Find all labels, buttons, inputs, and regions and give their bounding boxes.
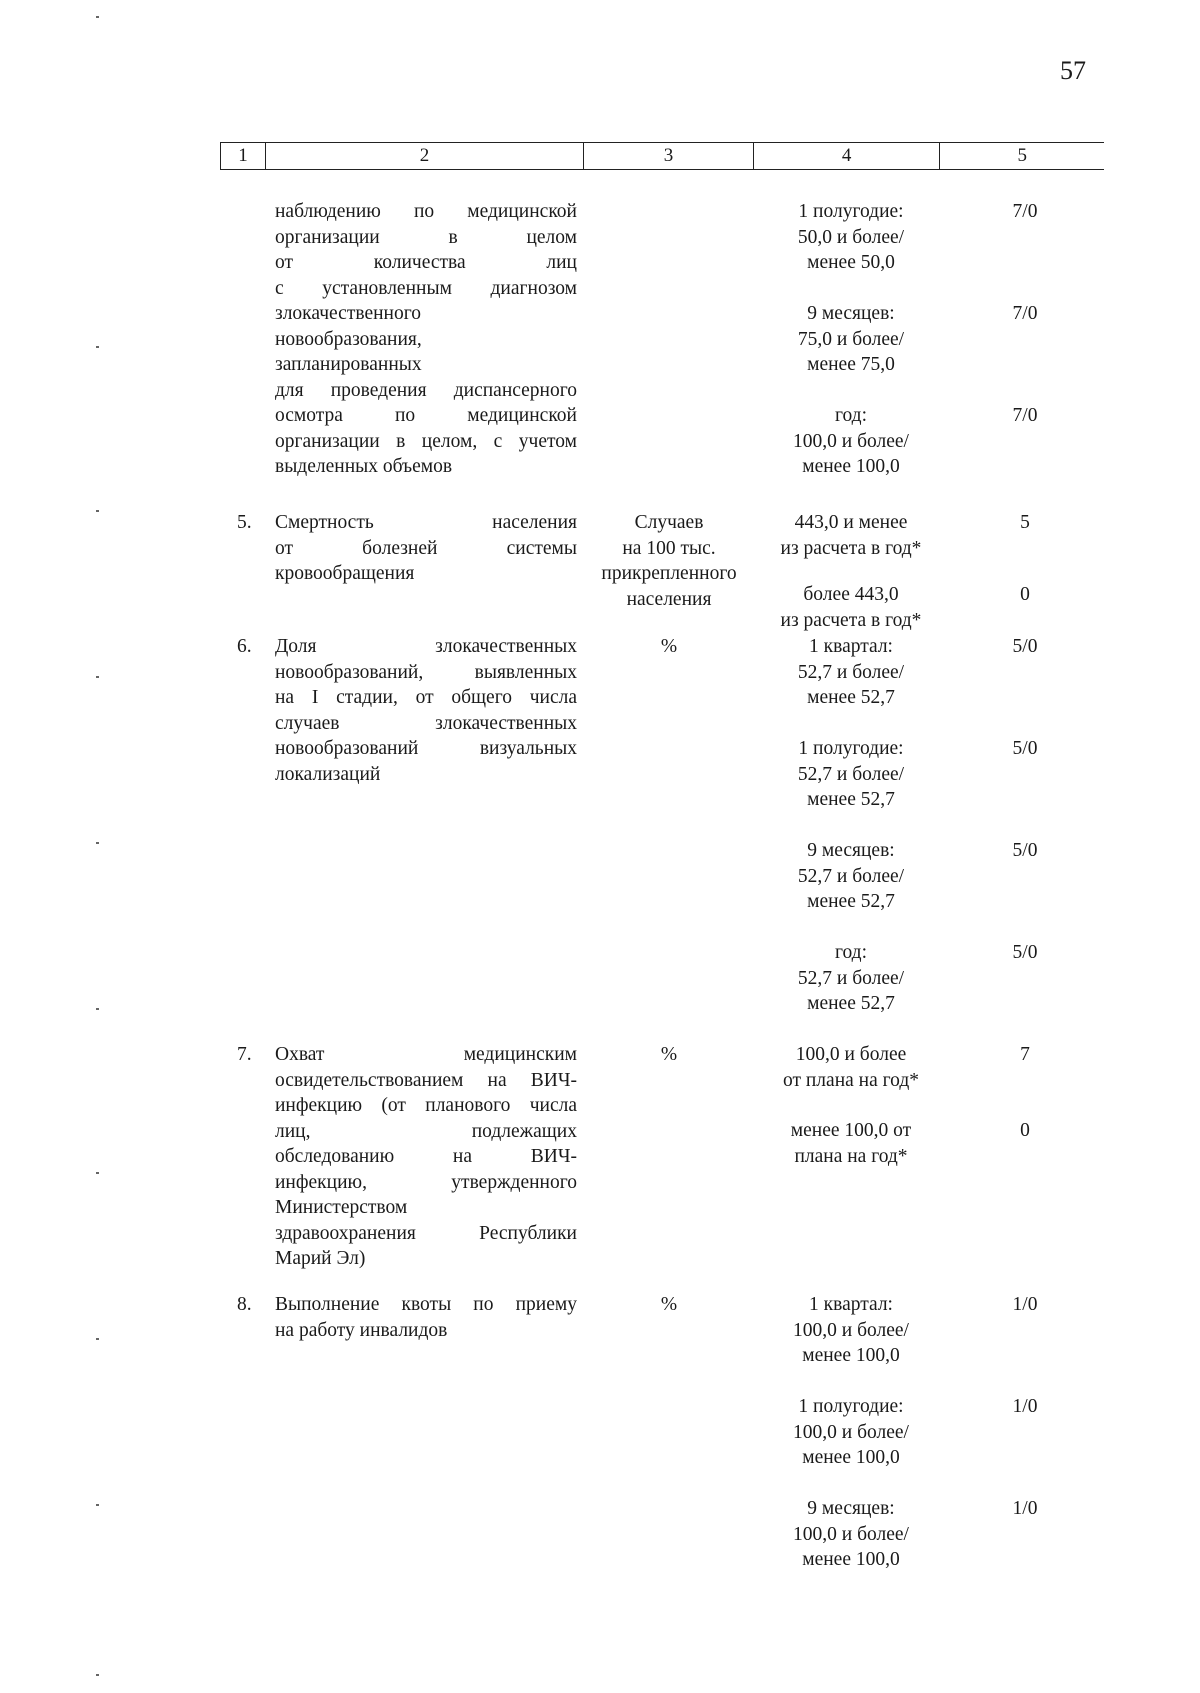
criterion-line: менее 52,7: [807, 789, 895, 810]
indicator-name-line: новообразований визуальных: [275, 738, 577, 759]
criterion: [752, 736, 950, 813]
indicator-name-line: для проведения диспансерного: [275, 379, 577, 401]
criterion-line: менее 100,0: [802, 1549, 900, 1570]
criterion: [752, 1042, 950, 1093]
criterion-line: более 443,0: [803, 584, 899, 605]
criterion-line: менее 52,7: [807, 687, 895, 708]
criterion-line: 100,0 и более/: [793, 1523, 909, 1545]
indicator-name-line: организации в целом, с учетом: [275, 430, 577, 452]
unit: [578, 510, 760, 612]
criterion-line: менее 100,0: [802, 1447, 900, 1468]
header-col-5: 5: [939, 143, 1104, 169]
criterion-line: менее 75,0: [807, 354, 895, 375]
score: 0: [1020, 584, 1030, 605]
header-col-3: 3: [583, 143, 753, 169]
page-number: 57: [1060, 56, 1086, 85]
scan-mark: [96, 510, 99, 512]
scan-mark: [96, 676, 99, 678]
criterion-line: 1 полугодие:: [798, 1396, 904, 1417]
indicator-name-line: от количества лиц: [275, 252, 577, 273]
scan-mark: [96, 16, 99, 18]
criterion-line: 75,0 и более/: [797, 328, 905, 350]
criterion-line: 52,7 и более/: [797, 967, 905, 989]
criterion-line: 1 квартал:: [809, 636, 893, 657]
criterion-line: из расчета в год*: [780, 537, 922, 559]
unit: [578, 634, 760, 660]
row-number: 7.: [237, 1044, 252, 1065]
criterion-line: год:: [834, 405, 868, 426]
indicator-name-line: от болезней системы: [275, 537, 577, 559]
criterion-line: 52,7 и более/: [797, 865, 905, 887]
criterion: [752, 1394, 950, 1471]
indicator-name: [275, 1292, 577, 1343]
indicator-name-line: организации в целом: [275, 226, 577, 248]
scan-mark: [96, 1504, 99, 1506]
scan-mark: [96, 842, 99, 844]
indicator-name: [275, 634, 577, 787]
unit-line: %: [660, 1294, 678, 1315]
row-number: 5.: [237, 512, 252, 533]
score: 7/0: [1012, 201, 1038, 222]
criterion: [752, 1118, 950, 1169]
indicator-name-line: выделенных объемов: [275, 456, 453, 477]
indicator-name-line: локализаций: [275, 763, 381, 785]
criterion-line: от плана на год*: [782, 1069, 919, 1091]
indicator-name-line: Доля злокачественных: [275, 636, 577, 657]
indicator-name-line: инфекцию, утвержденного: [275, 1171, 577, 1193]
criterion-line: 52,7 и более/: [797, 661, 905, 683]
indicator-name: [275, 1042, 577, 1272]
criterion: [752, 301, 950, 378]
indicator-name-line: новообразования,: [275, 328, 422, 350]
criterion: [752, 838, 950, 915]
unit-line: населения: [626, 588, 712, 610]
unit: [578, 1292, 760, 1318]
scan-mark: [96, 1008, 99, 1010]
criterion-line: менее 100,0: [802, 456, 900, 477]
criterion-line: 9 месяцев:: [807, 303, 895, 324]
criterion-line: 443,0 и менее: [794, 512, 908, 533]
header-col-4: 4: [753, 143, 940, 169]
criterion-line: 1 квартал:: [809, 1294, 893, 1315]
indicator-name-line: случаев злокачественных: [275, 712, 577, 734]
header-col-2: 2: [265, 143, 583, 169]
unit-line: прикрепленного: [601, 563, 737, 584]
indicator-name-line: Марий Эл): [275, 1248, 366, 1269]
indicator-name-line: Министерством: [275, 1197, 408, 1218]
scan-mark: [96, 1172, 99, 1174]
criterion-line: 50,0 и более/: [797, 226, 905, 248]
criterion-line: год:: [834, 942, 868, 963]
indicator-name-line: на I стадии, от общего числа: [275, 687, 577, 708]
score: 7: [1020, 1044, 1030, 1065]
indicator-name-line: на работу инвалидов: [275, 1319, 448, 1341]
unit-line: Случаев: [634, 512, 704, 533]
score: 7/0: [1012, 303, 1038, 324]
score: 0: [1020, 1120, 1030, 1141]
criterion-line: 100,0 и более: [795, 1044, 907, 1065]
indicator-name-line: злокачественного: [275, 303, 421, 324]
indicator-name-line: осмотра по медицинской: [275, 405, 577, 426]
scan-mark: [96, 346, 99, 348]
unit: [578, 1042, 760, 1068]
unit-line: %: [660, 636, 678, 657]
scan-mark: [96, 1338, 99, 1340]
criterion-line: 100,0 и более/: [793, 1319, 909, 1341]
criterion-line: менее 100,0: [802, 1345, 900, 1366]
row-number: 6.: [237, 636, 252, 657]
score: 5: [1020, 512, 1030, 533]
scan-mark: [96, 1674, 99, 1676]
indicator-name-line: Смертность населения: [275, 512, 577, 533]
indicator-name-line: инфекцию (от планового числа: [275, 1095, 577, 1116]
unit-line: на 100 тыс.: [622, 537, 716, 559]
criterion: [752, 199, 950, 276]
criterion-line: 1 полугодие:: [798, 201, 904, 222]
score: 1/0: [1012, 1294, 1038, 1315]
criterion-line: из расчета в год*: [780, 609, 922, 631]
indicator-name-line: кровообращения: [275, 563, 415, 584]
indicator-name-line: новообразований, выявленных: [275, 661, 577, 683]
criterion: [752, 510, 950, 561]
row-number: 8.: [237, 1294, 252, 1315]
indicator-name-line: Охват медицинским: [275, 1044, 577, 1065]
indicator-name: [275, 510, 577, 587]
criterion-line: 9 месяцев:: [807, 840, 895, 861]
score: 1/0: [1012, 1498, 1038, 1519]
criterion-line: менее 50,0: [807, 252, 895, 273]
unit-line: %: [660, 1044, 678, 1065]
criterion-line: 52,7 и более/: [797, 763, 905, 785]
criterion-line: менее 52,7: [807, 891, 895, 912]
criterion-line: менее 100,0 от: [790, 1120, 912, 1141]
score: 5/0: [1012, 840, 1038, 861]
criterion-line: плана на год*: [794, 1145, 908, 1167]
indicator-name-line: запланированных: [275, 354, 422, 375]
score: 5/0: [1012, 636, 1038, 657]
indicator-name-line: Выполнение квоты по приему: [275, 1294, 577, 1315]
score: 1/0: [1012, 1396, 1038, 1417]
criterion: [752, 403, 950, 480]
indicator-name-line: лиц, подлежащих: [275, 1120, 577, 1142]
score: 5/0: [1012, 738, 1038, 759]
indicator-name-line: обследованию на ВИЧ-: [275, 1146, 577, 1167]
criterion: [752, 1292, 950, 1369]
indicator-name-line: с установленным диагнозом: [275, 277, 577, 299]
indicator-name-line: здравоохранения Республики: [275, 1222, 577, 1244]
header-col-1: 1: [220, 143, 265, 169]
indicator-name-line: наблюдению по медицинской: [275, 201, 577, 222]
score: 7/0: [1012, 405, 1038, 426]
criterion: [752, 582, 950, 633]
indicator-name-line: освидетельствованием на ВИЧ-: [275, 1069, 577, 1091]
criterion-line: 100,0 и более/: [793, 1421, 909, 1443]
criterion-line: 9 месяцев:: [807, 1498, 895, 1519]
criterion: [752, 940, 950, 1017]
indicator-name: [275, 199, 577, 480]
criterion-line: 100,0 и более/: [793, 430, 909, 452]
criterion: [752, 1496, 950, 1573]
criterion: [752, 634, 950, 711]
criterion-line: менее 52,7: [807, 993, 895, 1014]
score: 5/0: [1012, 942, 1038, 963]
criterion-line: 1 полугодие:: [798, 738, 904, 759]
